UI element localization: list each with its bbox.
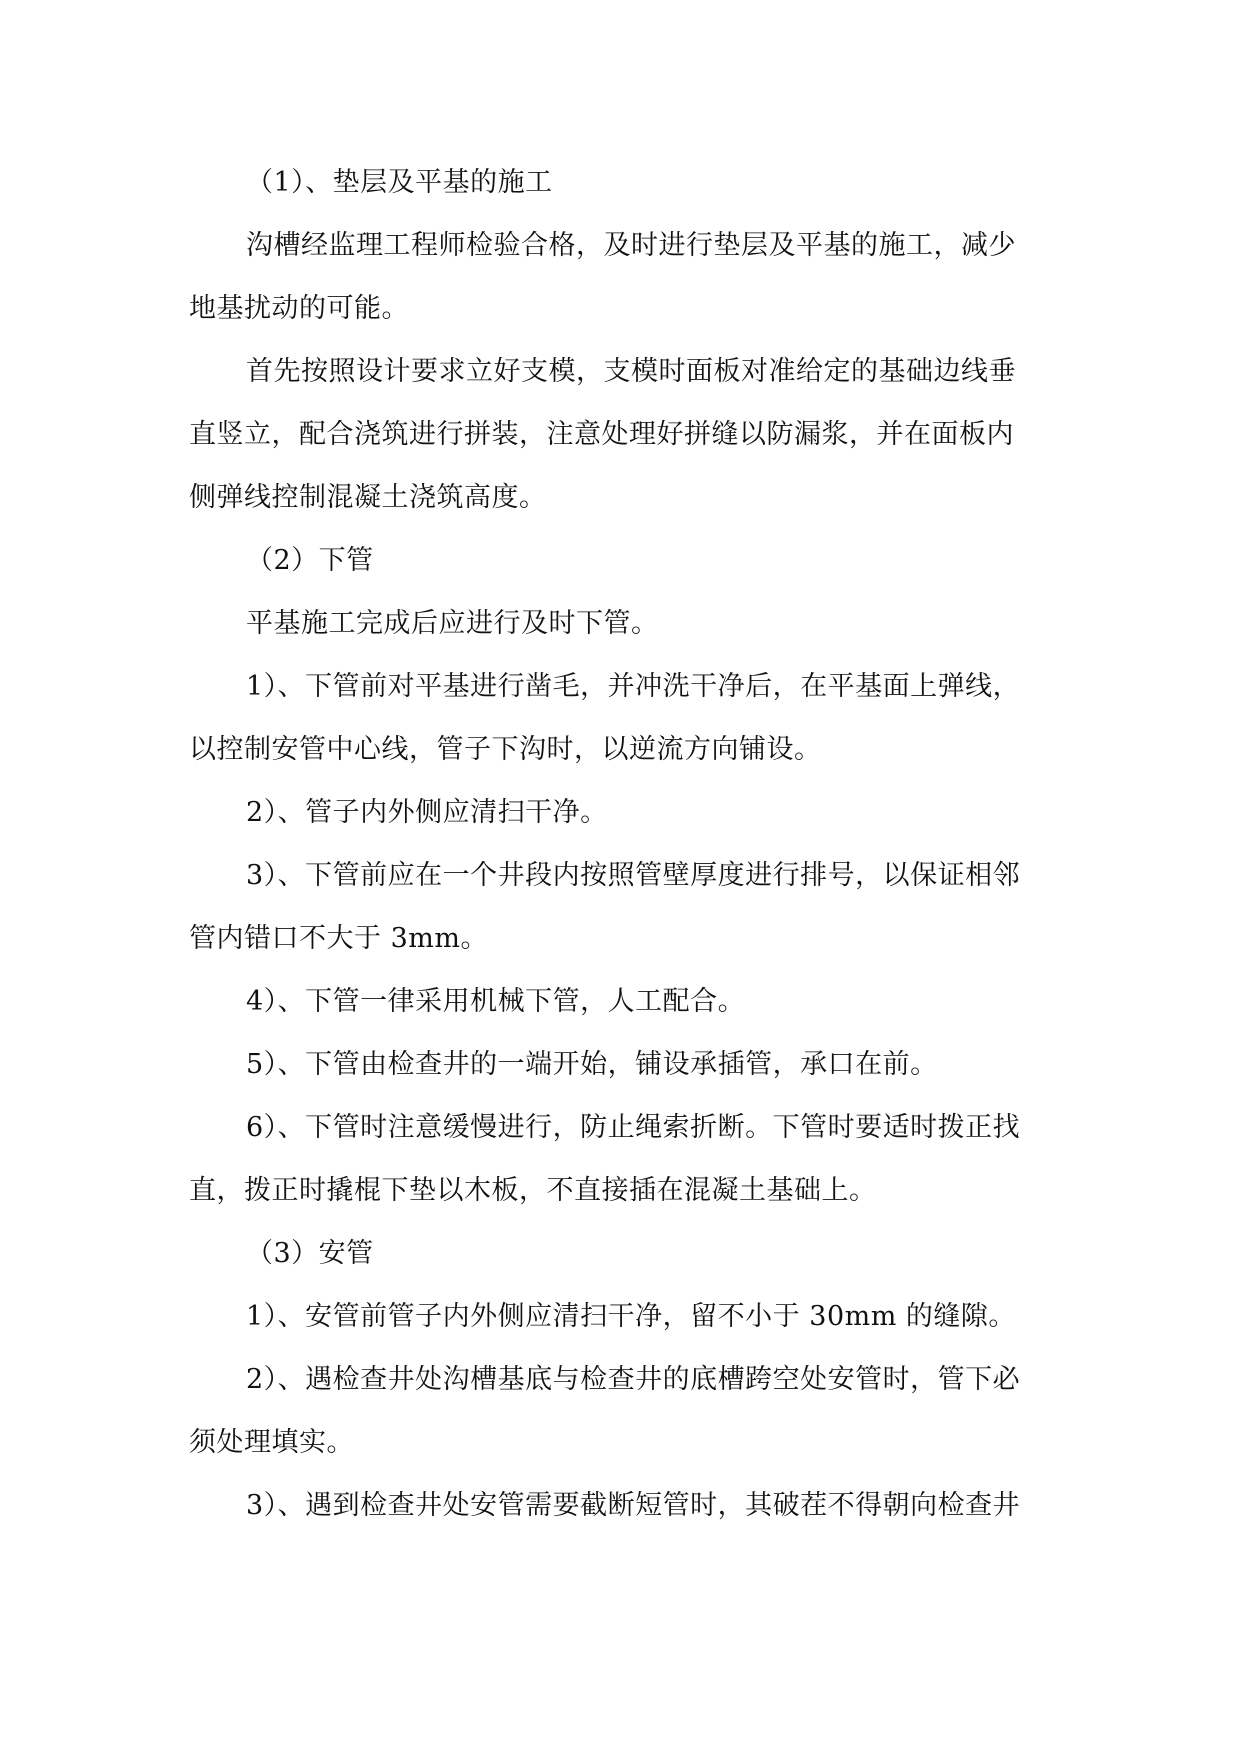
paragraph-line: 直竖立，配合浇筑进行拼装，注意处理好拼缝以防漏浆，并在面板内 <box>189 419 1014 450</box>
paragraph-line: 沟槽经监理工程师检验合格，及时进行垫层及平基的施工，减少 <box>246 230 1016 261</box>
list-item-line: 须处理填实。 <box>189 1427 354 1458</box>
list-item-line: 1）、安管前管子内外侧应清扫干净，留不小于 30mm 的缝隙。 <box>246 1301 1016 1332</box>
section-heading-3: （3）安管 <box>246 1238 374 1269</box>
list-item-line: 3）、遇到检查井处安管需要截断短管时，其破茬不得朝向检查井 <box>246 1490 1021 1521</box>
list-item-line: 以控制安管中心线，管子下沟时，以逆流方向铺设。 <box>189 734 822 765</box>
list-item-line: 6）、下管时注意缓慢进行，防止绳索折断。下管时要适时拨正找 <box>246 1112 1021 1143</box>
paragraph-line: 平基施工完成后应进行及时下管。 <box>246 608 659 639</box>
list-item-line: 直，拨正时撬棍下垫以木板，不直接插在混凝土基础上。 <box>189 1175 877 1206</box>
list-item-line: 2）、管子内外侧应清扫干净。 <box>246 797 608 828</box>
list-item-line: 2）、遇检查井处沟槽基底与检查井的底槽跨空处安管时，管下必 <box>246 1364 1021 1395</box>
list-item-line: 1）、下管前对平基进行凿毛，并冲洗干净后，在平基面上弹线， <box>246 671 1021 702</box>
list-item-line: 4）、下管一律采用机械下管，人工配合。 <box>246 986 746 1017</box>
list-item-line: 管内错口不大于 3mm。 <box>189 923 488 954</box>
section-heading-2: （2）下管 <box>246 545 374 576</box>
list-item-line: 3）、下管前应在一个井段内按照管壁厚度进行排号，以保证相邻 <box>246 860 1021 891</box>
list-item-line: 5）、下管由检查井的一端开始，铺设承插管，承口在前。 <box>246 1049 938 1080</box>
paragraph-line: 首先按照设计要求立好支模，支模时面板对准给定的基础边线垂 <box>246 356 1016 387</box>
paragraph-line: 地基扰动的可能。 <box>189 293 409 324</box>
paragraph-line: 侧弹线控制混凝土浇筑高度。 <box>189 482 547 513</box>
section-heading-1: （1）、垫层及平基的施工 <box>246 167 553 198</box>
